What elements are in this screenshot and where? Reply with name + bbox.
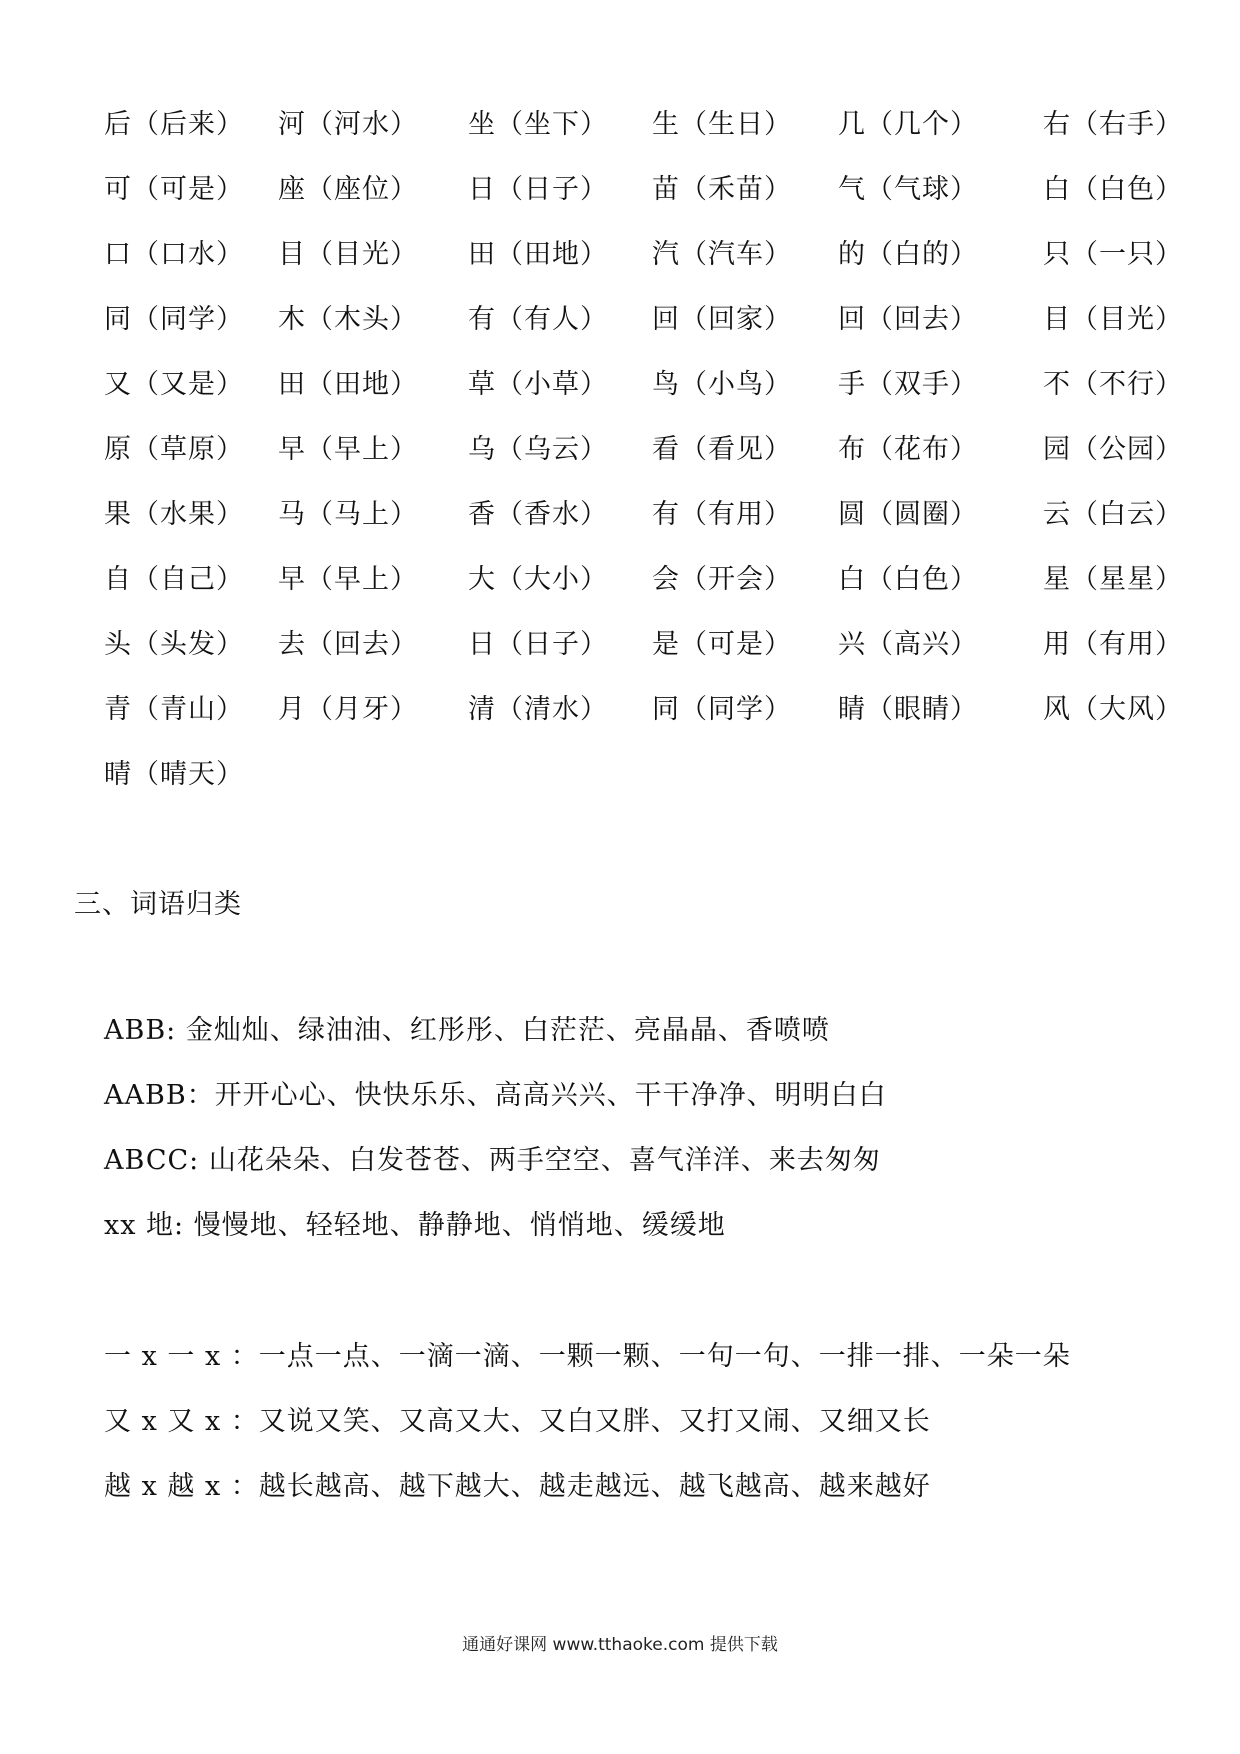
word-pair: 右（右手）	[1043, 109, 1183, 140]
word-pair: 木（木头）	[278, 304, 418, 335]
word-pair: 原（草原）	[104, 434, 244, 465]
word-pair: 坐（坐下）	[468, 109, 608, 140]
word-pair: 果（水果）	[104, 499, 244, 530]
word-pair: 河（河水）	[278, 109, 418, 140]
word-pair: 汽（汽车）	[652, 239, 792, 270]
word-pair: 圆（圆圈）	[838, 499, 978, 530]
word-pairs-grid	[104, 92, 1183, 807]
word-pair: 布（花布）	[838, 434, 978, 465]
word-pair: 自（自己）	[104, 564, 244, 595]
word-pair: 早（早上）	[278, 434, 418, 465]
word-pair: 星（星星）	[1043, 564, 1183, 595]
category-aabb: AABB：开开心心、快快乐乐、高高兴兴、干干净净、明明白白	[104, 1080, 887, 1111]
word-pair: 几（几个）	[838, 109, 978, 140]
word-pair: 晴（晴天）	[104, 759, 244, 790]
section-heading: 三、词语归类	[74, 889, 242, 920]
word-pair: 香（香水）	[468, 499, 608, 530]
word-pair: 回（回去）	[838, 304, 978, 335]
word-pair: 马（马上）	[278, 499, 418, 530]
word-pair: 日（日子）	[468, 629, 608, 660]
word-pair: 草（小草）	[468, 369, 608, 400]
category-yue-x-yue-x: 越 x 越 x ：越长越高、越下越大、越走越远、越飞越高、越来越好	[104, 1471, 931, 1502]
word-pair: 同（同学）	[104, 304, 244, 335]
word-pair: 座（座位）	[278, 174, 418, 205]
category-abb: ABB: 金灿灿、绿油油、红彤彤、白茫茫、亮晶晶、香喷喷	[104, 1015, 830, 1046]
page-footer: 通通好课网 www.tthaoke.com 提供下载	[462, 1635, 778, 1655]
word-pair: 去（回去）	[278, 629, 418, 660]
word-pair: 又（又是）	[104, 369, 244, 400]
word-pair: 生（生日）	[652, 109, 792, 140]
word-pair: 回（回家）	[652, 304, 792, 335]
word-pair: 会（开会）	[652, 564, 792, 595]
word-pair: 的（白的）	[838, 239, 978, 270]
word-pair: 云（白云）	[1043, 499, 1183, 530]
word-pair: 青（青山）	[104, 694, 244, 725]
word-pair: 有（有用）	[652, 499, 792, 530]
word-pair: 是（可是）	[652, 629, 792, 660]
word-pair: 看（看见）	[652, 434, 792, 465]
category-yi-x-yi-x: 一 x 一 x ：一点一点、一滴一滴、一颗一颗、一句一句、一排一排、一朵一朵	[104, 1341, 1071, 1372]
category-xx-di: xx 地: 慢慢地、轻轻地、静静地、悄悄地、缓缓地	[104, 1210, 726, 1241]
word-pair: 目（目光）	[1043, 304, 1183, 335]
word-pair: 只（一只）	[1043, 239, 1183, 270]
word-pair: 气（气球）	[838, 174, 978, 205]
word-pair: 白（白色）	[838, 564, 978, 595]
word-pair: 口（口水）	[104, 239, 244, 270]
word-pair: 手（双手）	[838, 369, 978, 400]
word-pair: 田（田地）	[468, 239, 608, 270]
word-pair: 白（白色）	[1043, 174, 1183, 205]
word-pair: 大（大小）	[468, 564, 608, 595]
word-pair: 早（早上）	[278, 564, 418, 595]
word-pair: 兴（高兴）	[838, 629, 978, 660]
word-pair: 不（不行）	[1043, 369, 1183, 400]
word-pair: 清（清水）	[468, 694, 608, 725]
word-pair: 头（头发）	[104, 629, 244, 660]
word-pair: 月（月牙）	[278, 694, 418, 725]
word-pair: 用（有用）	[1043, 629, 1183, 660]
word-pair: 目（目光）	[278, 239, 418, 270]
word-pair: 可（可是）	[104, 174, 244, 205]
word-pair: 睛（眼睛）	[838, 694, 978, 725]
word-pair: 乌（乌云）	[468, 434, 608, 465]
word-pair: 后（后来）	[104, 109, 244, 140]
category-abcc: ABCC: 山花朵朵、白发苍苍、两手空空、喜气洋洋、来去匆匆	[104, 1145, 881, 1176]
word-pair: 日（日子）	[468, 174, 608, 205]
word-pair: 风（大风）	[1043, 694, 1183, 725]
category-you-x-you-x: 又 x 又 x ：又说又笑、又高又大、又白又胖、又打又闹、又细又长	[104, 1406, 931, 1437]
word-pair: 鸟（小鸟）	[652, 369, 792, 400]
word-pair: 同（同学）	[652, 694, 792, 725]
word-pair: 田（田地）	[278, 369, 418, 400]
word-pair: 有（有人）	[468, 304, 608, 335]
word-pair: 园（公园）	[1043, 434, 1183, 465]
word-pair: 苗（禾苗）	[652, 174, 792, 205]
